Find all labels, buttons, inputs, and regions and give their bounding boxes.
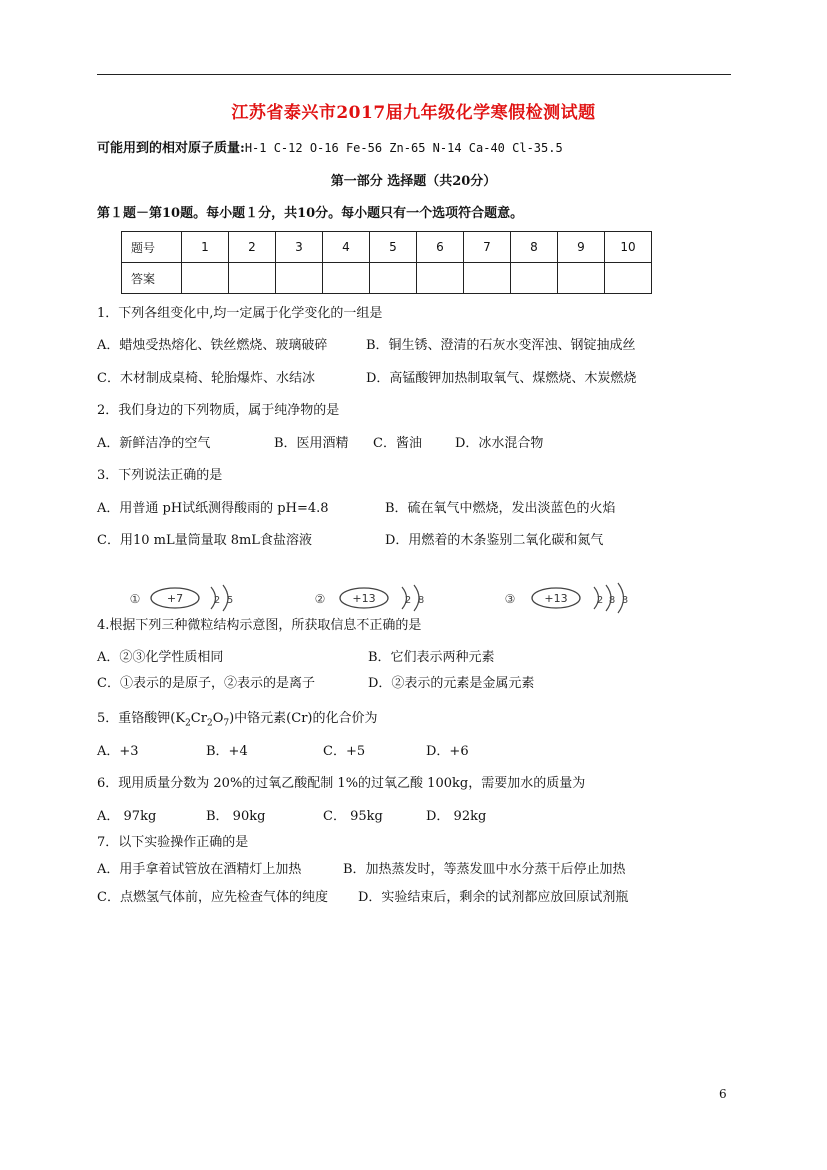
question-number-cell: 9 xyxy=(558,232,605,263)
formula-o-subscript: 7 xyxy=(223,718,230,729)
atom-diagram-1 xyxy=(130,585,234,611)
question-number-cell: 7 xyxy=(464,232,511,263)
page-title: 江苏省泰兴市2017届九年级化学寒假检测试题 xyxy=(231,103,596,123)
question-3-option-b: B．硫在氧气中燃烧，发出淡蓝色的火焰 xyxy=(385,501,616,516)
question-1-option-d: D．高锰酸钾加热制取氧气、煤燃烧、木炭燃烧 xyxy=(366,371,637,386)
atomic-mass-label: 可能用到的相对原子质量: xyxy=(97,141,245,156)
question-4-option-a: A．②③化学性质相同 xyxy=(97,650,224,665)
question-2-stem: 2．我们身边的下列物质，属于纯净物的是 xyxy=(97,403,340,418)
shell-electrons: 3 xyxy=(621,595,629,606)
formula-o: O xyxy=(212,711,224,726)
question-2-option-c: C．酱油 xyxy=(373,436,422,451)
answer-cell[interactable] xyxy=(558,263,605,294)
question-3-option-a: A．用普通 pH试纸测得酸雨的 pH=4.8 xyxy=(97,501,329,516)
nucleus-charge: +7 xyxy=(166,592,184,605)
question-6-option-b: B． 90kg xyxy=(206,809,266,824)
question-number-cell: 6 xyxy=(417,232,464,263)
question-number-cell: 10 xyxy=(605,232,652,263)
question-6-option-d: D． 92kg xyxy=(426,809,487,824)
question-3-option-c: C．用10 mL量筒量取 8mL食盐溶液 xyxy=(97,533,312,548)
top-rule xyxy=(97,74,731,75)
question-1-option-a: A．蜡烛受热熔化、铁丝燃烧、玻璃破碎 xyxy=(97,338,328,353)
question-5-option-a: A．+3 xyxy=(97,744,139,759)
answer-cell[interactable] xyxy=(464,263,511,294)
question-5-option-d: D．+6 xyxy=(426,744,469,759)
question-1-stem: 1．下列各组变化中,均一定属于化学变化的一组是 xyxy=(97,306,383,321)
question-5-stem-start: 5．重铬酸钾( xyxy=(97,711,176,726)
table-row-answers xyxy=(122,263,652,294)
atomic-structure-diagrams xyxy=(125,580,685,616)
atom-diagram-label: ③ xyxy=(504,592,516,606)
question-7-option-d: D．实验结束后，剩余的试剂都应放回原试剂瓶 xyxy=(358,890,629,905)
question-number-cell: 8 xyxy=(511,232,558,263)
question-1-option-b: B．铜生锈、澄清的石灰水变浑浊、钢锭抽成丝 xyxy=(366,338,636,353)
question-number-cell: 2 xyxy=(229,232,276,263)
question-5-stem-end: )中铬元素(Cr)的化合价为 xyxy=(229,711,378,726)
atomic-mass-values: H-1 C-12 O-16 Fe-56 Zn-65 N-14 Ca-40 Cl-35.5 xyxy=(244,141,563,155)
question-5-option-b: B．+4 xyxy=(206,744,248,759)
answer-cell[interactable] xyxy=(276,263,323,294)
row-label-answer: 答案 xyxy=(122,263,182,294)
atom-diagram-label: ② xyxy=(314,592,326,606)
atom-diagram-3 xyxy=(505,583,629,613)
shell-electrons: 5 xyxy=(226,595,234,606)
shell-electrons: 2 xyxy=(213,595,221,606)
nucleus-charge: +13 xyxy=(544,592,568,605)
answer-cell[interactable] xyxy=(370,263,417,294)
answer-cell[interactable] xyxy=(229,263,276,294)
row-label-number: 题号 xyxy=(122,232,182,263)
question-3-stem: 3．下列说法正确的是 xyxy=(97,468,223,483)
question-7-stem: 7．以下实验操作正确的是 xyxy=(97,835,249,850)
answer-table xyxy=(121,231,652,294)
question-1-option-c: C．木材制成桌椅、轮胎爆炸、水结冰 xyxy=(97,371,315,386)
formula-cr-subscript: 2 xyxy=(206,718,213,729)
question-2-option-d: D．冰水混合物 xyxy=(455,436,544,451)
question-number-cell: 4 xyxy=(323,232,370,263)
answer-cell[interactable] xyxy=(182,263,229,294)
formula-k-subscript: 2 xyxy=(185,718,191,729)
page-number: 6 xyxy=(719,1087,727,1101)
answer-cell[interactable] xyxy=(417,263,464,294)
question-5-option-c: C．+5 xyxy=(323,744,366,759)
shell-electrons: 8 xyxy=(608,595,616,606)
question-3-option-d: D．用燃着的木条鉴别二氧化碳和氮气 xyxy=(385,533,604,548)
question-7-option-c: C．点燃氢气体前，应先检查气体的纯度 xyxy=(97,890,328,905)
question-4-option-d: D．②表示的元素是金属元素 xyxy=(368,676,535,691)
atomic-mass-line xyxy=(97,139,563,158)
question-4-option-b: B．它们表示两种元素 xyxy=(368,650,495,665)
question-6-option-a: A． 97kg xyxy=(97,809,157,824)
formula-cr: Cr xyxy=(190,711,207,726)
shell-electrons: 2 xyxy=(596,595,604,606)
question-4-option-c: C．①表示的是原子，②表示的是离子 xyxy=(97,676,315,691)
question-2-option-a: A．新鲜洁净的空气 xyxy=(97,436,211,451)
nucleus-charge: +13 xyxy=(352,592,376,605)
answer-cell[interactable] xyxy=(323,263,370,294)
question-number-cell: 5 xyxy=(370,232,417,263)
table-row-numbers xyxy=(122,232,652,263)
question-5-stem xyxy=(97,710,378,733)
question-number-cell: 3 xyxy=(276,232,323,263)
section-instructions: 第１题－第10题。每小题１分，共10分。每小题只有一个选项符合题意。 xyxy=(97,206,524,221)
atom-diagram-label: ① xyxy=(129,592,141,606)
question-number-cell: 1 xyxy=(182,232,229,263)
question-6-option-c: C． 95kg xyxy=(323,809,383,824)
atom-diagram-2 xyxy=(315,585,425,611)
answer-cell[interactable] xyxy=(511,263,558,294)
section-title: 第一部分 选择题（共20分） xyxy=(330,174,497,189)
question-6-stem: 6．现用质量分数为 20%的过氧乙酸配制 1%的过氧乙酸 100kg，需要加水的质量为 xyxy=(97,776,586,791)
question-7-option-a: A．用手拿着试管放在酒精灯上加热 xyxy=(97,862,302,877)
question-4-stem: 4.根据下列三种微粒结构示意图，所获取信息不正确的是 xyxy=(97,618,422,633)
question-7-option-b: B．加热蒸发时，等蒸发皿中水分蒸干后停止加热 xyxy=(343,862,626,877)
answer-cell[interactable] xyxy=(605,263,652,294)
formula-k: K xyxy=(175,711,186,726)
shell-electrons: 2 xyxy=(404,595,412,606)
question-2-option-b: B．医用酒精 xyxy=(274,436,349,451)
shell-electrons: 8 xyxy=(417,595,425,606)
